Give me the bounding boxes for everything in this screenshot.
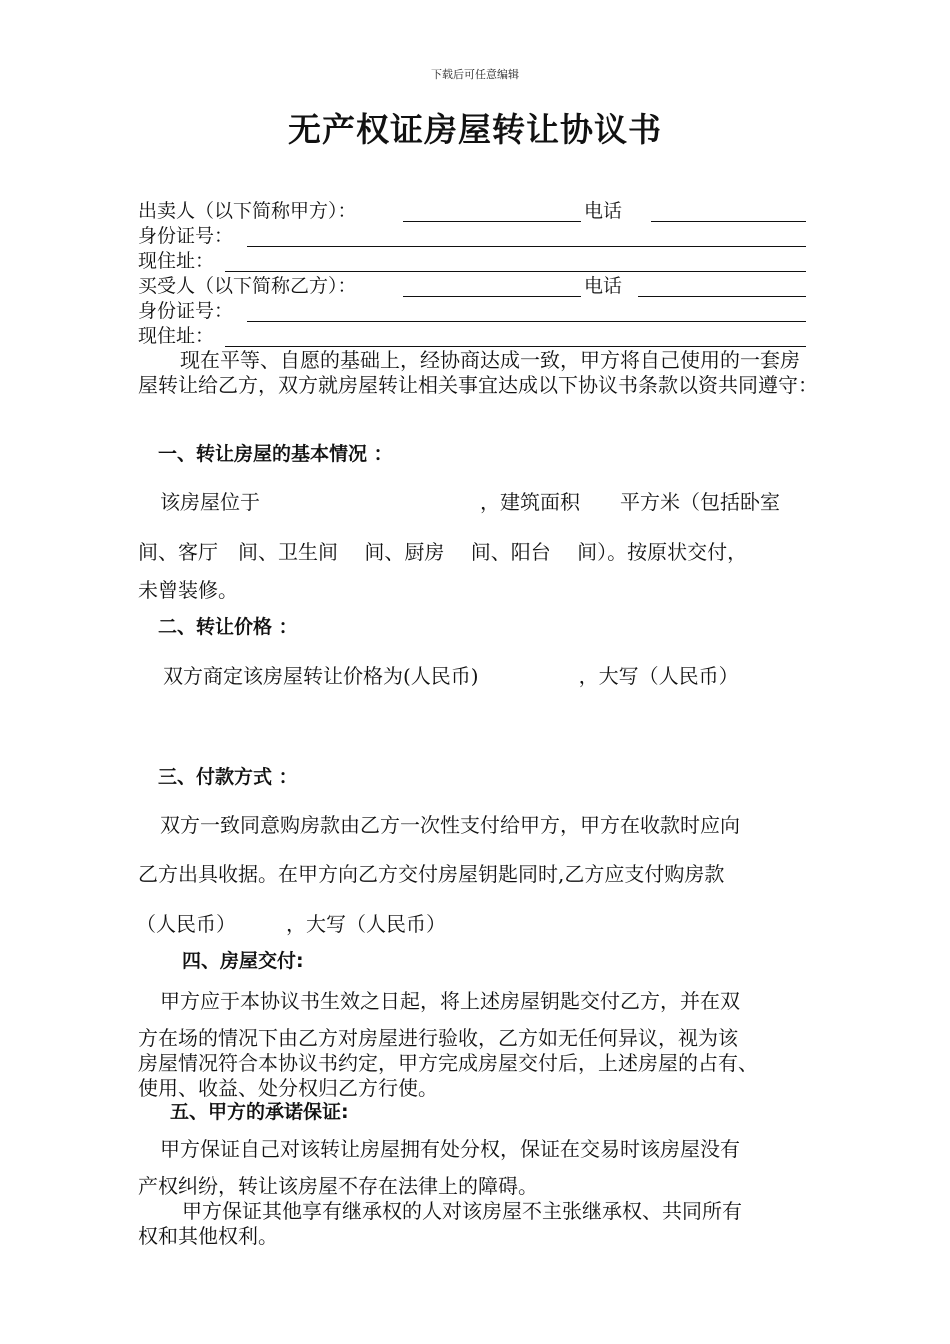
buyer-label: 买受人（以下简称乙方）：: [138, 275, 357, 297]
section-2-line-1: 双方商定该房屋转让价格为(人民币) ，大写（人民币）: [163, 664, 739, 688]
buyer-address-label: 现住址：: [138, 325, 215, 347]
seller-id-label: 身份证号：: [138, 225, 234, 247]
intro-paragraph: 现在平等、自愿的基础上，经协商达成一致，甲方将自己使用的一套房屋转让给乙方，双方就房屋转让相关事宜达成以下协议书条款以资共同遵守：: [138, 348, 818, 397]
section-5-line-4: 权和其他权利。: [138, 1224, 278, 1248]
section-3-line-2: 乙方出具收据。在甲方向乙方交付房屋钥匙同时,乙方应支付购房款: [138, 862, 725, 886]
buyer-phone-label: 电话: [584, 275, 623, 297]
section-4-line-1: 甲方应于本协议书生效之日起，将上述房屋钥匙交付乙方，并在双: [160, 989, 740, 1013]
seller-phone-blank: [651, 221, 806, 222]
section-4-heading: 四、房屋交付:: [182, 950, 304, 972]
section-3-heading: 三、付款方式 ：: [158, 766, 298, 788]
seller-label: 出卖人（以下简称甲方）：: [138, 200, 357, 222]
section-2-heading: 二、转让价格 ：: [158, 616, 298, 638]
seller-address-blank: [225, 271, 806, 272]
buyer-id-blank: [247, 321, 806, 322]
section-1-heading: 一、转让房屋的基本情况 ：: [158, 443, 393, 465]
section-1-line-3: 未曾装修。: [138, 578, 238, 602]
page-header: 下载后可任意编辑: [431, 68, 519, 81]
section-5-line-2: 产权纠纷，转让该房屋不存在法律上的障碍。: [138, 1174, 538, 1198]
seller-phone-label: 电话: [584, 200, 623, 222]
section-1-line-1: 该房屋位于 ，建筑面积 平方米（包括卧室: [160, 490, 780, 514]
section-1-line-2: 间、客厅 间、卫生间 间、厨房 间、阳台 间）。按原状交付，: [138, 540, 748, 564]
section-4-line-2: 方在场的情况下由乙方对房屋进行验收，乙方如无任何异议，视为该: [138, 1026, 738, 1050]
section-3-line-1: 双方一致同意购房款由乙方一次性支付给甲方，甲方在收款时应向: [160, 813, 740, 837]
buyer-name-blank: [403, 296, 581, 297]
buyer-phone-blank: [638, 296, 806, 297]
document-title: 无产权证房屋转让协议书: [288, 110, 662, 149]
buyer-id-label: 身份证号：: [138, 300, 234, 322]
section-5-heading: 五、甲方的承诺保证:: [170, 1101, 349, 1123]
seller-address-label: 现住址：: [138, 250, 215, 272]
buyer-address-blank: [225, 346, 806, 347]
section-3-line-3: （人民币） ，大写（人民币）: [136, 912, 446, 936]
seller-id-blank: [247, 246, 806, 247]
section-5-line-3: 甲方保证其他享有继承权的人对该房屋不主张继承权、共同所有: [182, 1199, 742, 1223]
seller-name-blank: [403, 221, 581, 222]
section-5-line-1: 甲方保证自己对该转让房屋拥有处分权，保证在交易时该房屋没有: [160, 1137, 740, 1161]
section-4-line-3: 房屋情况符合本协议书约定，甲方完成房屋交付后，上述房屋的占有、: [138, 1051, 758, 1075]
section-4-line-4: 使用、收益、处分权归乙方行使。: [138, 1076, 438, 1100]
